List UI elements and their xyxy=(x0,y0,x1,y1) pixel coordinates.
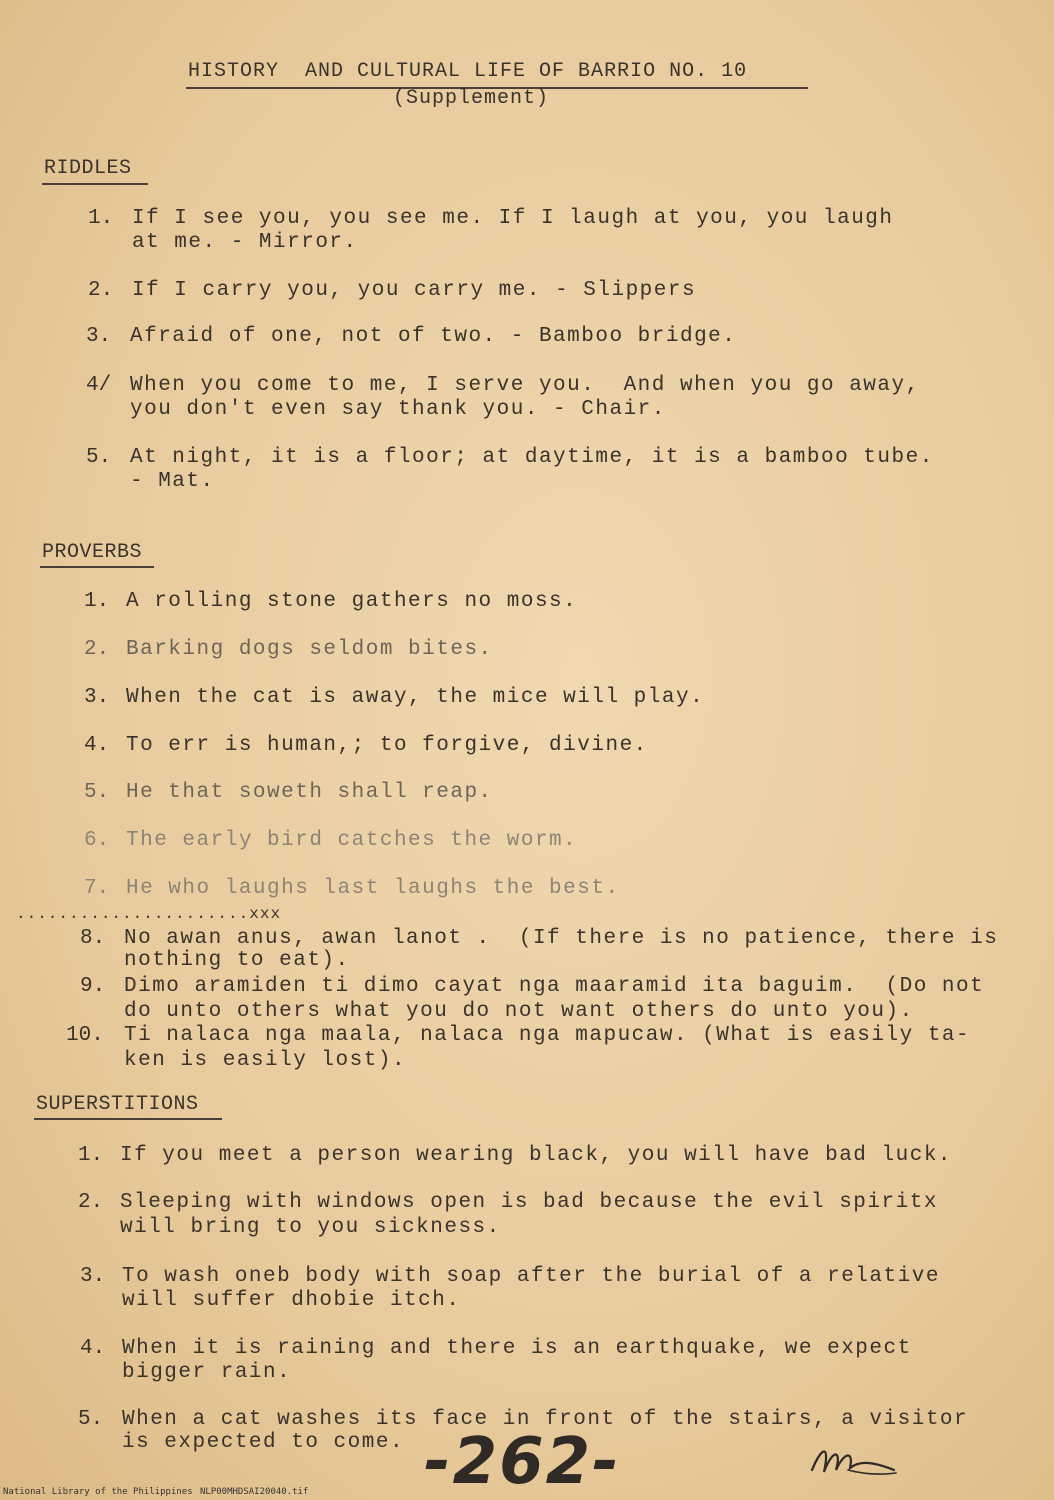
superstition-number: 3. xyxy=(80,1265,106,1288)
document-subtitle: (Supplement) xyxy=(393,87,550,110)
superstitions-heading: SUPERSTITIONS xyxy=(36,1093,199,1116)
riddle-text-cont: - Mat. xyxy=(130,470,215,493)
proverb-text: To err is human,; to forgive, divine. xyxy=(126,734,648,757)
proverb-text: A rolling stone gathers no moss. xyxy=(126,590,578,613)
proverb-text: When the cat is away, the mice will play. xyxy=(126,686,705,709)
superstition-text: When it is raining and there is an earthquake, we expect xyxy=(122,1337,912,1360)
superstition-text: Sleeping with windows open is bad because the evil spiritx xyxy=(120,1191,938,1214)
footer-library-label: National Library of the Philippines xyxy=(3,1487,193,1497)
proverb-text-cont: do unto others what you do not want others do unto you). xyxy=(124,1000,914,1023)
footer-filename: NLP00MHDSAI20040.tif xyxy=(200,1487,309,1497)
superstition-text: When a cat washes its face in front of the stairs, a visitor xyxy=(122,1408,969,1431)
proverb-text: He who laughs last laughs the best. xyxy=(126,877,620,900)
proverb-text-cont: nothing to eat). xyxy=(124,949,350,972)
riddles-heading-underline xyxy=(42,183,148,185)
proverb-number: 4. xyxy=(84,734,110,757)
proverbs-heading: PROVERBS xyxy=(42,541,143,564)
proverb-number: 10. xyxy=(66,1024,104,1047)
proverb-number: 3. xyxy=(84,686,110,709)
proverb-text: Ti nalaca nga maala, nalaca nga mapucaw. (What is easily ta- xyxy=(124,1024,971,1047)
superstition-number: 2. xyxy=(78,1191,104,1214)
superstition-text: To wash oneb body with soap after the burial of a relative xyxy=(122,1265,940,1288)
proverb-text: Barking dogs seldom bites. xyxy=(126,638,493,661)
proverb-number: 9. xyxy=(80,975,106,998)
proverb-text: Dimo aramiden ti dimo cayat nga maaramid ita baguim. (Do not xyxy=(124,975,985,998)
superstition-text-cont: will suffer dhobie itch. xyxy=(122,1289,461,1312)
proverb-number: 2. xyxy=(84,638,110,661)
proverb-number: 5. xyxy=(84,781,110,804)
proverb-text: The early bird catches the worm. xyxy=(126,829,578,852)
riddle-text-cont: at me. - Mirror. xyxy=(132,231,358,254)
superstitions-heading-underline xyxy=(34,1118,222,1120)
proverb-number: 7. xyxy=(84,877,110,900)
superstition-text-cont: is expected to come. xyxy=(122,1431,405,1454)
riddle-number: 5. xyxy=(86,446,112,469)
section-separator: ......................xxx xyxy=(16,905,282,923)
proverb-number: 8. xyxy=(80,927,106,950)
proverb-text-cont: ken is easily lost). xyxy=(124,1049,407,1072)
signature-initials xyxy=(808,1440,898,1480)
riddle-text: If I carry you, you carry me. - Slippers xyxy=(132,279,697,302)
riddle-text: Afraid of one, not of two. - Bamboo bridge. xyxy=(130,325,737,348)
page-number: -262- xyxy=(424,1425,621,1499)
riddle-number: 4/ xyxy=(86,374,112,397)
proverbs-heading-underline xyxy=(40,566,154,568)
riddle-text: At night, it is a floor; at daytime, it is a bamboo tube. xyxy=(130,446,934,469)
riddle-number: 2. xyxy=(88,279,114,302)
superstition-text-cont: bigger rain. xyxy=(122,1361,292,1384)
riddle-text: When you come to me, I serve you. And when you go away, xyxy=(130,374,920,397)
riddles-heading: RIDDLES xyxy=(44,157,132,180)
riddle-text-cont: you don't even say thank you. - Chair. xyxy=(130,398,666,421)
superstition-number: 5. xyxy=(78,1408,104,1431)
riddle-number: 3. xyxy=(86,325,112,348)
proverb-text: No awan anus, awan lanot . (If there is no patience, there is xyxy=(124,927,999,950)
proverb-text: He that soweth shall reap. xyxy=(126,781,493,804)
superstition-number: 1. xyxy=(78,1144,104,1167)
document-title: HISTORY AND CULTURAL LIFE OF BARRIO NO. 10 xyxy=(188,60,748,83)
proverb-number: 1. xyxy=(84,590,110,613)
superstition-text-cont: will bring to you sickness. xyxy=(120,1216,501,1239)
riddle-number: 1. xyxy=(88,207,114,230)
riddle-text: If I see you, you see me. If I laugh at you, you laugh xyxy=(132,207,894,230)
proverb-number: 6. xyxy=(84,829,110,852)
superstition-text: If you meet a person wearing black, you will have bad luck. xyxy=(120,1144,953,1167)
superstition-number: 4. xyxy=(80,1337,106,1360)
